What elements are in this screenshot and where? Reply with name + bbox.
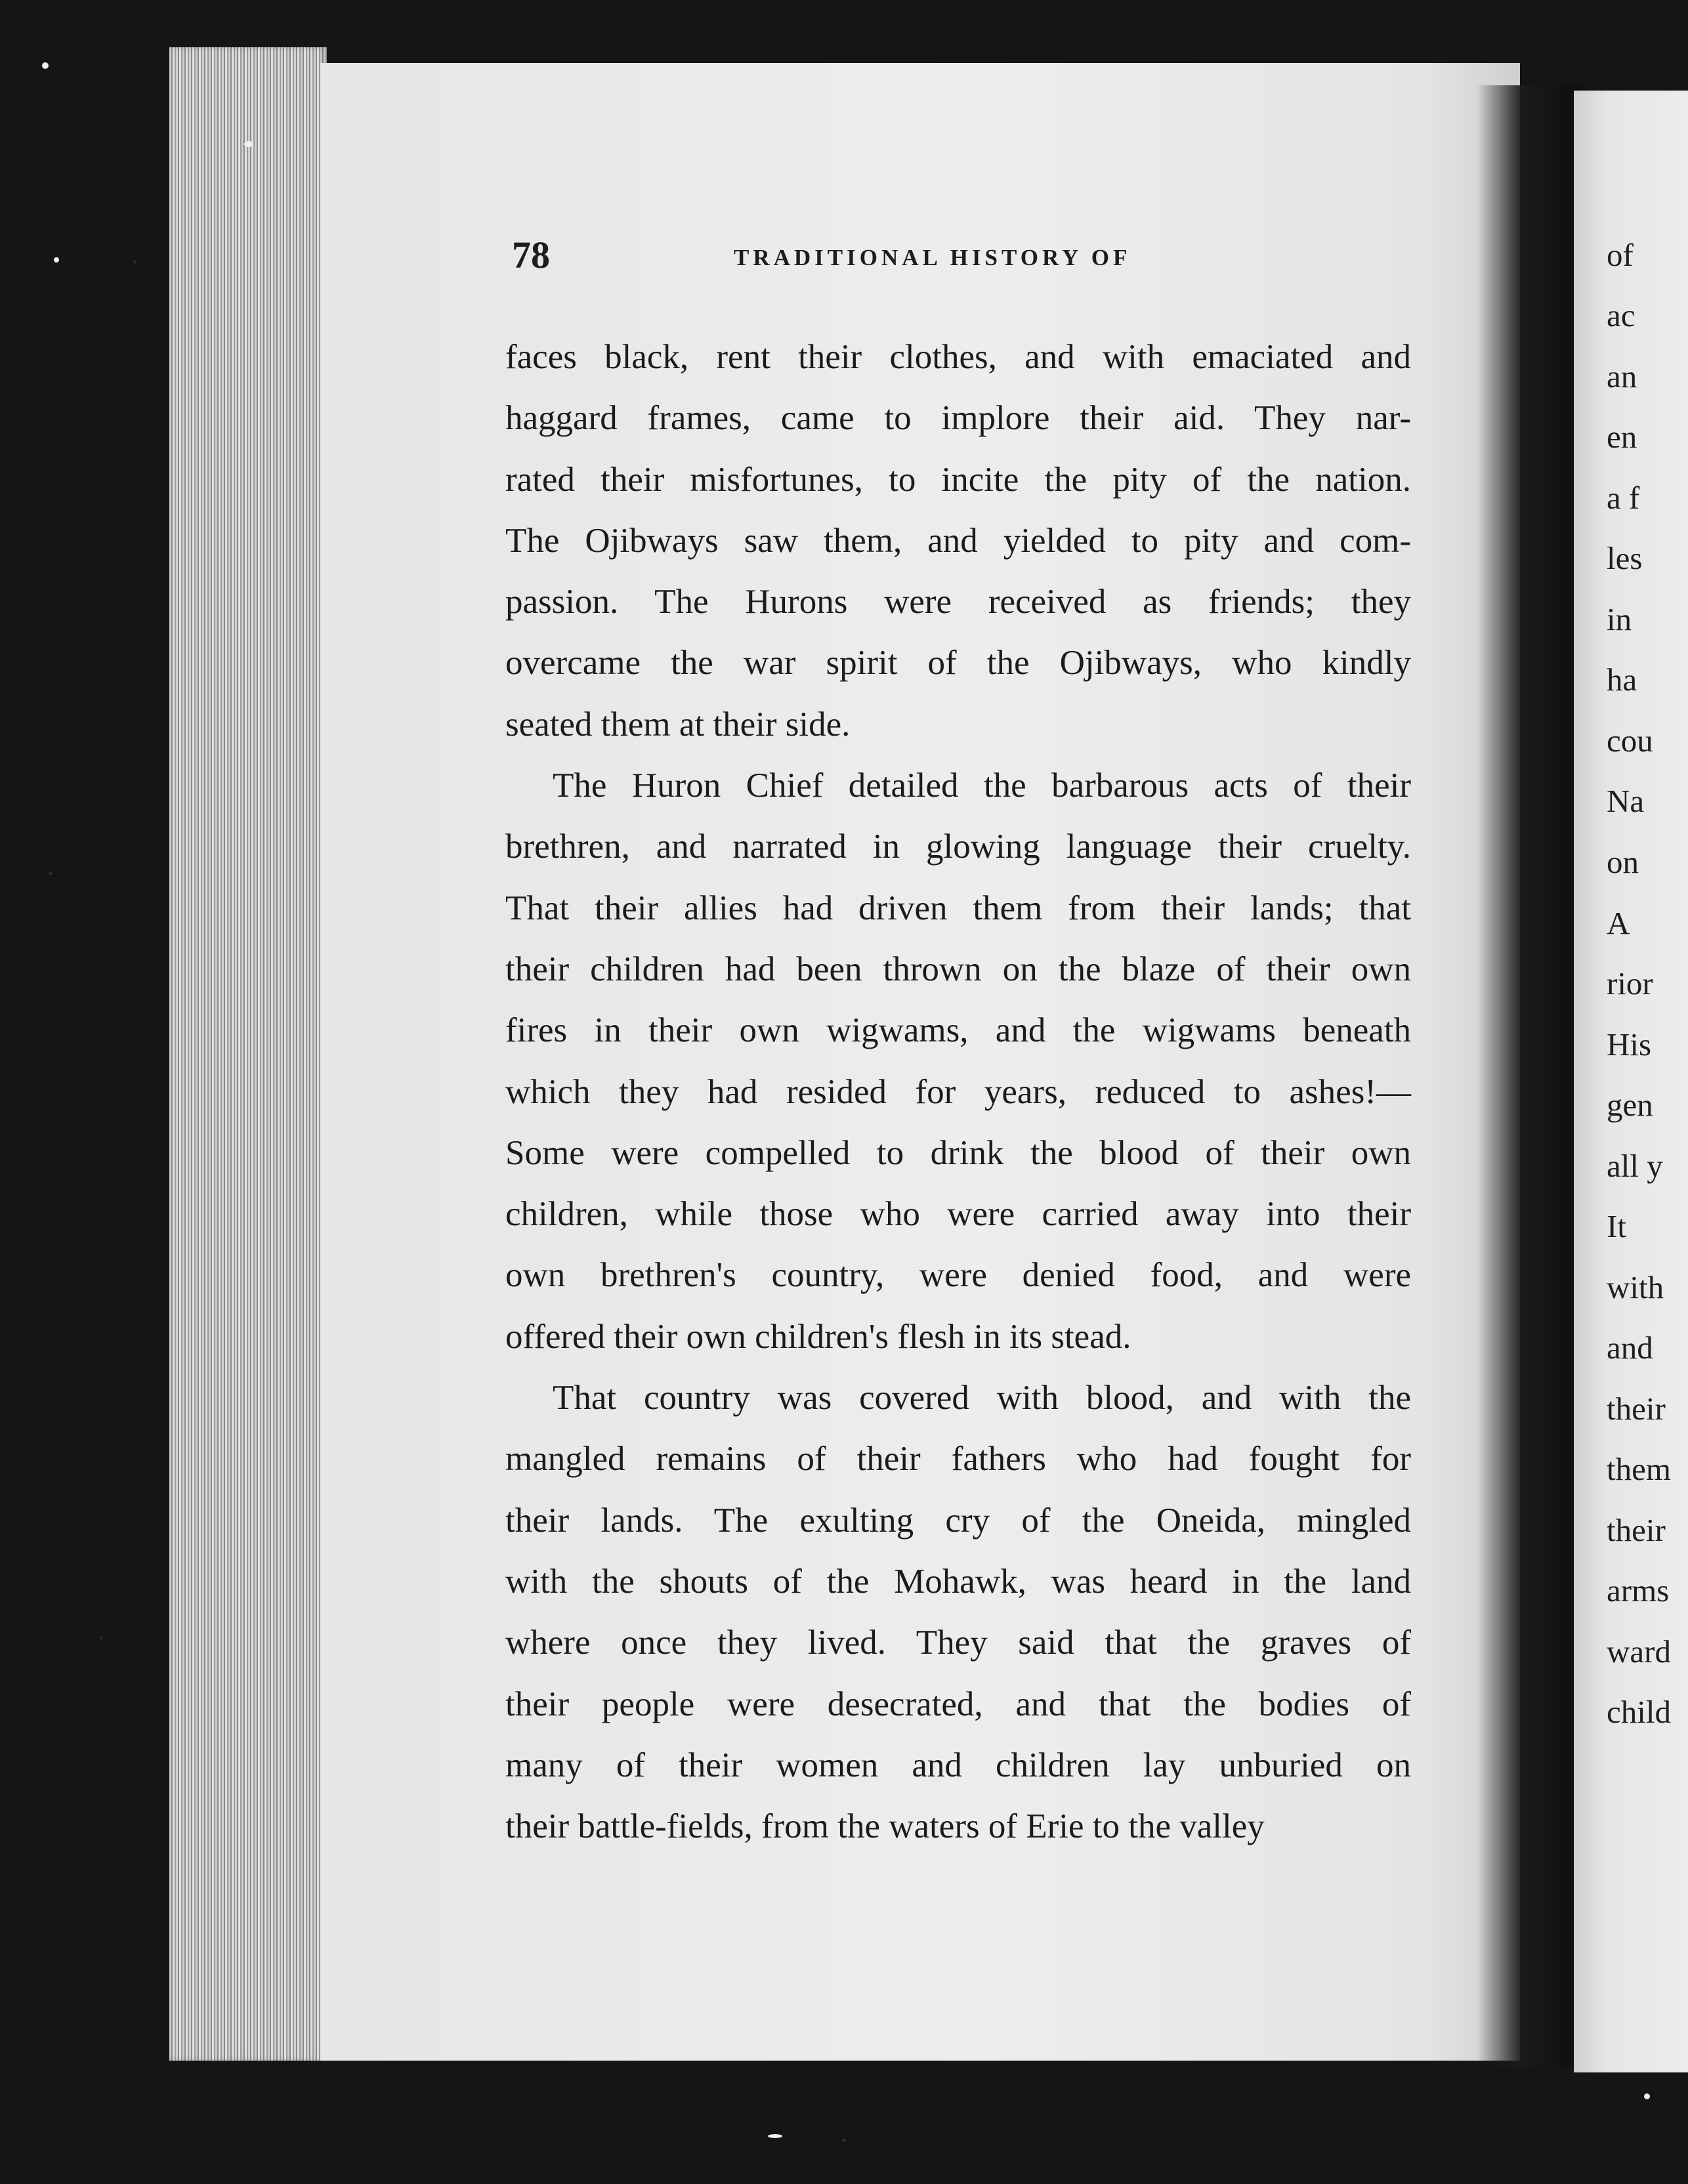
facing-page-fragment: ward — [1607, 1633, 1671, 1670]
facing-page-fragment: child — [1607, 1694, 1671, 1730]
facing-page-fragment: in — [1607, 601, 1632, 637]
dust-speck — [54, 257, 59, 262]
text-line: passion. The Hurons were received as friends; they — [505, 583, 1411, 621]
facing-page-fragment: en — [1607, 419, 1637, 455]
facing-page-fragment: them — [1607, 1451, 1671, 1487]
text-line: brethren, and narrated in glowing language their cruelty. — [505, 828, 1411, 866]
dust-speck — [42, 62, 49, 69]
text-line: own brethren's country, were denied food, and were — [505, 1256, 1411, 1295]
facing-page-fragment: arms — [1607, 1572, 1670, 1608]
gutter-shadow — [1477, 85, 1582, 2067]
text-line: The Ojibways saw them, and yielded to pity and com- — [505, 521, 1411, 560]
facing-page-fragment: on — [1607, 844, 1639, 880]
text-line: many of their women and children lay unburied on — [505, 1746, 1411, 1784]
facing-page-fragment: and — [1607, 1330, 1653, 1366]
facing-page-fragment: His — [1607, 1026, 1652, 1062]
text-line: overcame the war spirit of the Ojibways, who kindly — [505, 644, 1411, 682]
dust-speck — [1644, 2093, 1650, 2099]
text-line: offered their own children's flesh in its stead. — [505, 1317, 1131, 1356]
facing-page-fragment: gen — [1607, 1087, 1653, 1123]
facing-page-fragment: Na — [1607, 783, 1645, 819]
text-line: which they had resided for years, reduced to ashes!— — [505, 1072, 1411, 1111]
facing-page-fragment: ac — [1607, 297, 1635, 333]
facing-page-fragment: A — [1607, 905, 1630, 941]
facing-page-fragment: a f — [1607, 480, 1640, 516]
text-line: haggard frames, came to implore their aid. They nar- — [505, 399, 1411, 438]
facing-page-fragment: ha — [1607, 662, 1637, 698]
dust-speck — [244, 141, 253, 147]
text-line: fires in their own wigwams, and the wigwams beneath — [505, 1011, 1411, 1050]
facing-page-fragment: cou — [1607, 723, 1653, 759]
text-line: their lands. The exulting cry of the Oneida, mingled — [505, 1501, 1411, 1540]
text-line: The Huron Chief detailed the barbarous acts of their — [553, 766, 1411, 805]
page-edges — [169, 47, 327, 2061]
facing-page-fragment: all y — [1607, 1148, 1663, 1184]
text-line: That their allies had driven them from their lands; that — [505, 889, 1411, 927]
facing-page — [1574, 91, 1688, 2072]
text-line: faces black, rent their clothes, and with emaciated and — [505, 338, 1411, 376]
facing-page-fragment: with — [1607, 1269, 1664, 1305]
page-header — [512, 233, 1404, 279]
text-line: mangled remains of their fathers who had fought for — [505, 1440, 1411, 1479]
facing-page-fragment: their — [1607, 1512, 1666, 1548]
text-line: children, while those who were carried away into their — [505, 1195, 1411, 1234]
text-line: with the shouts of the Mohawk, was heard in the land — [505, 1562, 1411, 1601]
text-line: their battle-fields, from the waters of Erie to the valley — [505, 1807, 1265, 1846]
facing-page-fragment: of — [1607, 237, 1634, 273]
facing-page-fragment: their — [1607, 1391, 1666, 1427]
text-line: That country was covered with blood, and with the — [553, 1379, 1411, 1418]
dust-speck — [768, 2134, 782, 2138]
text-line: rated their misfortunes, to incite the pity of the nation. — [505, 460, 1411, 499]
text-line: where once they lived. They said that the graves of — [505, 1624, 1411, 1662]
body-text — [505, 327, 1411, 1857]
text-line: their people were desecrated, and that the bodies of — [505, 1685, 1411, 1723]
facing-page-fragment: It — [1607, 1208, 1626, 1244]
text-line: their children had been thrown on the blaze of their own — [505, 950, 1411, 988]
text-line: seated them at their side. — [505, 705, 851, 744]
text-line: Some were compelled to drink the blood of their own — [505, 1133, 1411, 1172]
running-head: TRADITIONAL HISTORY OF — [734, 245, 1131, 270]
page-number: 78 — [512, 234, 550, 276]
facing-page-fragment: les — [1607, 540, 1643, 576]
facing-page-fragment: an — [1607, 358, 1637, 394]
facing-page-fragment: rior — [1607, 965, 1653, 1001]
